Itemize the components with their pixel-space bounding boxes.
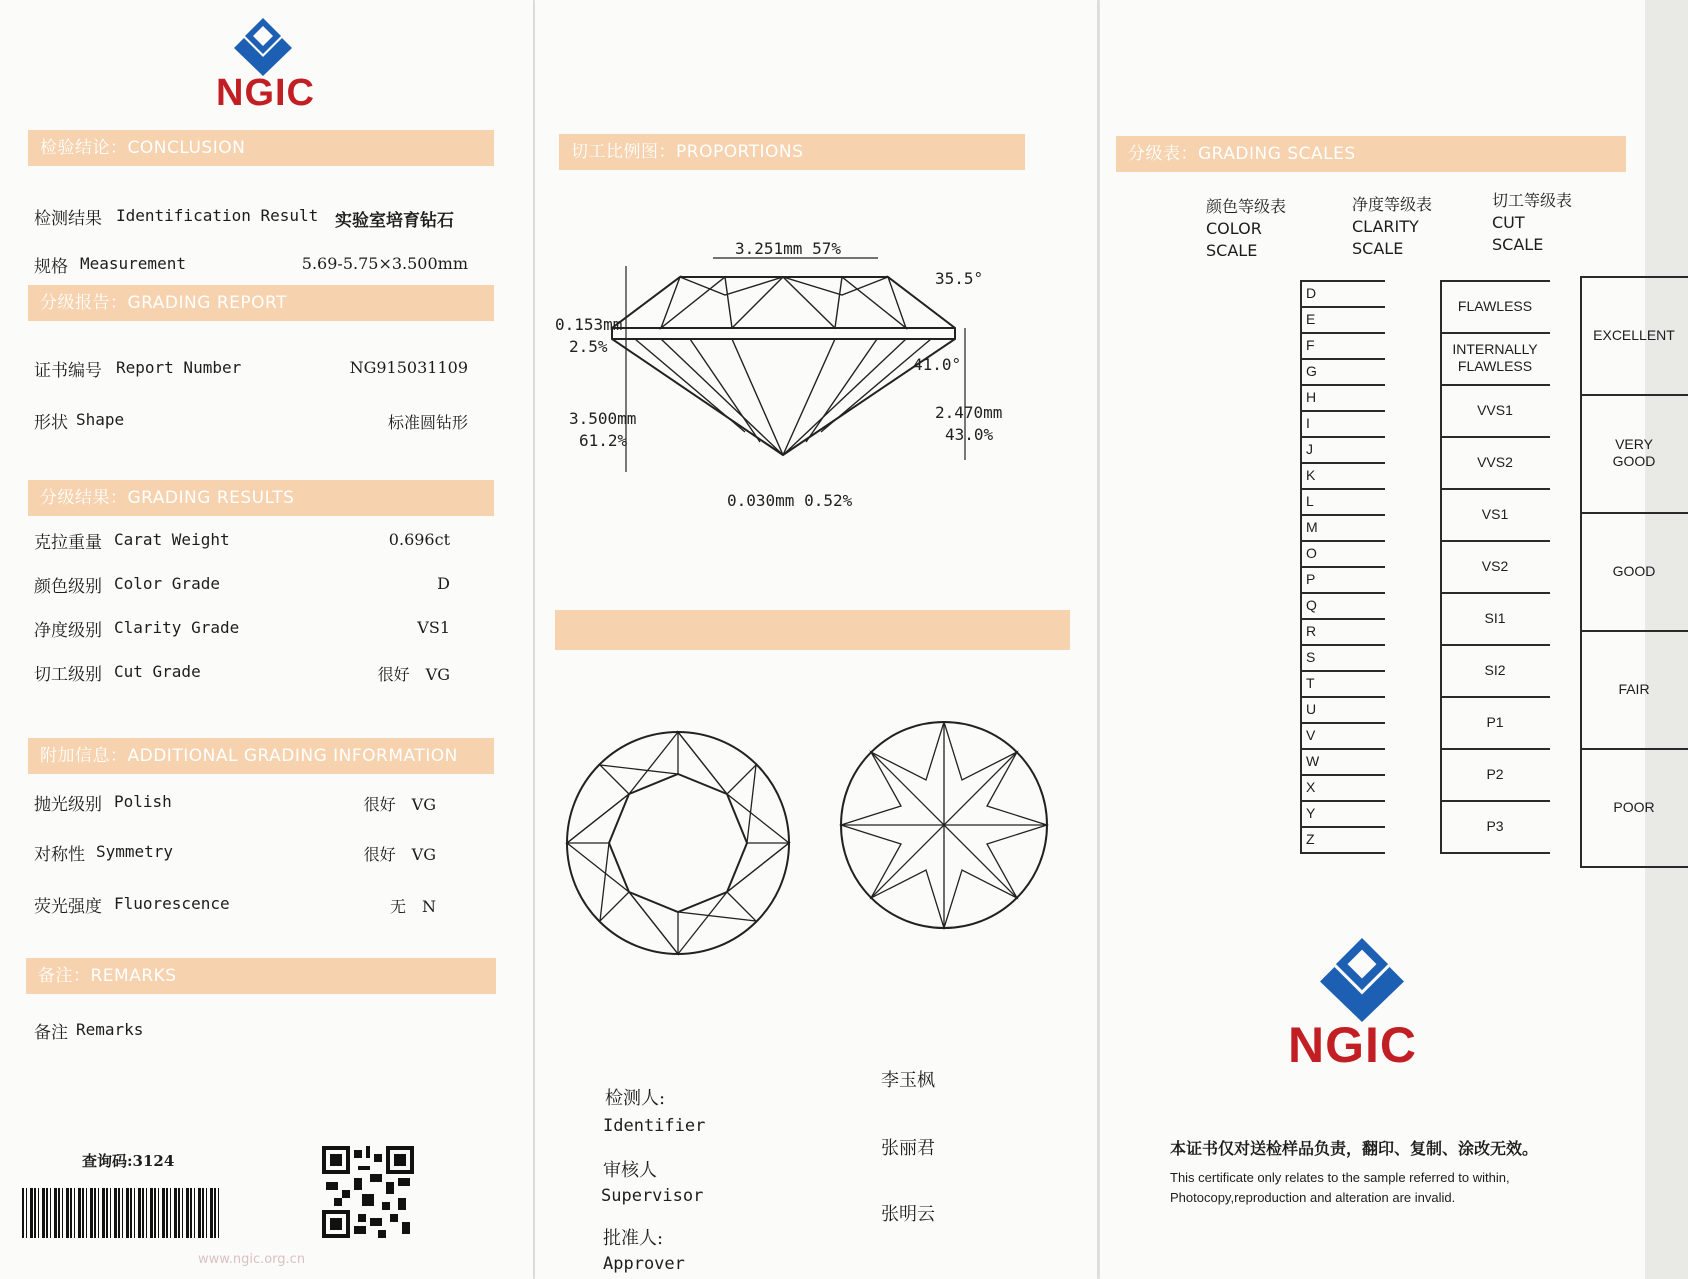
plot-band [555, 610, 1070, 650]
scale-rule [1580, 866, 1688, 868]
pavilion-view-diagram [837, 718, 1051, 932]
color-grade-e: E [1306, 311, 1316, 327]
row-value: D [437, 574, 450, 593]
fluorescence-row [34, 892, 494, 920]
row-label-en: Shape [76, 410, 125, 429]
additional-info-header: 附加信息：ADDITIONAL GRADING INFORMATION [28, 738, 494, 774]
girdle-pct: 2.5% [569, 337, 608, 356]
table-measure: 3.251mm 57% [735, 239, 841, 258]
color-scale-title-en2: SCALE [1206, 241, 1258, 260]
row-label-cn: 证书编号 [34, 361, 102, 381]
color-grade-r: R [1306, 623, 1317, 639]
scale-rule [1300, 566, 1385, 568]
scale-grade-clarity-8: P1 [1486, 713, 1504, 730]
pavilion-angle: 41.0° [913, 355, 962, 374]
color-grade-k: K [1306, 467, 1316, 483]
ngic-logo-mark-large [1314, 938, 1410, 1022]
scale-rule [1300, 722, 1385, 724]
scale-rule [1300, 280, 1385, 282]
scale-grade-clarity-0: FLAWLESS [1457, 297, 1533, 314]
row-label-cn: 检测结果 [34, 209, 102, 229]
certificate-middle-panel [535, 0, 1097, 1279]
color-grade-g: G [1306, 363, 1317, 379]
crown-angle: 35.5° [935, 269, 984, 288]
clarity-scale-title-en2: SCALE [1352, 239, 1404, 258]
row-label-en: Report Number [116, 358, 242, 377]
pavilion-depth-pct: 43.0% [945, 425, 994, 444]
scale-grade-clarity-10: P3 [1486, 817, 1504, 834]
scale-grade-clarity-4: VS1 [1481, 505, 1509, 522]
color-grade-u: U [1306, 701, 1317, 717]
scale-rule [1300, 748, 1385, 750]
row-label-en: Identification Result [116, 206, 319, 225]
scale-grade-clarity-7: SI2 [1484, 661, 1506, 678]
total-depth-mm: 3.500mm [569, 409, 637, 428]
identifier-label-cn: 检测人: [605, 1088, 666, 1109]
row-label-cn: 备注 [34, 1023, 68, 1043]
color-scale-title-cn: 颜色等级表 [1206, 197, 1287, 216]
ngic-logo-text: NGIC [216, 72, 315, 114]
remarks-header: 备注：REMARKS [26, 958, 496, 994]
total-depth-pct: 61.2% [579, 431, 628, 450]
proportions-header: 切工比例图：PROPORTIONS [559, 134, 1025, 170]
scale-rule [1300, 306, 1385, 308]
color-grade-x: X [1306, 779, 1316, 795]
grading-results-header: 分级结果：GRADING RESULTS [28, 480, 494, 516]
report-number-row [34, 356, 494, 384]
row-value: NG915031109 [349, 358, 468, 377]
color-grade-v: V [1306, 727, 1316, 743]
row-value: 很好 VG [377, 665, 450, 684]
color-grade-row [34, 572, 494, 600]
color-grade-p: P [1306, 571, 1316, 587]
certificate-left-panel [0, 0, 533, 1279]
row-label-en: Symmetry [96, 842, 174, 861]
identifier-name: 李玉枫 [881, 1070, 935, 1091]
row-label-en: Remarks [76, 1020, 144, 1039]
row-label-cn: 克拉重量 [34, 533, 102, 553]
row-value: 实验室培育钻石 [335, 211, 454, 231]
crown-view-diagram [563, 728, 793, 958]
scale-rule [1300, 540, 1385, 542]
barcode [22, 1188, 220, 1238]
row-label-cn: 净度级别 [34, 621, 102, 641]
disclaimer-en-2: Photocopy,reproduction and alteration are invalid. [1170, 1190, 1456, 1205]
row-value: 很好 VG [363, 845, 436, 864]
approver-name: 张明云 [881, 1204, 935, 1225]
polish-row [34, 790, 494, 818]
scale-rule [1300, 618, 1385, 620]
ngic-logo-text-large: NGIC [1288, 1017, 1417, 1073]
cut-grade-row [34, 660, 494, 688]
remarks-row [34, 1018, 494, 1046]
scale-grade-clarity-1: INTERNALLY FLAWLESS [1452, 341, 1538, 374]
row-label-en: Clarity Grade [114, 618, 240, 637]
conclusion-header: 检验结论：CONCLUSION [28, 130, 494, 166]
row-value: 标准圆钻形 [387, 413, 468, 432]
scale-rule [1300, 826, 1385, 828]
symmetry-row [34, 840, 494, 868]
scale-grade-clarity-2: VVS1 [1477, 401, 1513, 418]
color-grade-w: W [1306, 753, 1320, 769]
row-label-cn: 切工级别 [34, 665, 102, 685]
supervisor-label-cn: 审核人 [603, 1160, 657, 1181]
row-value: 很好 VG [363, 795, 436, 814]
website: www.ngic.org.cn [198, 1252, 306, 1267]
row-label-cn: 荧光强度 [34, 897, 102, 917]
color-grade-i: I [1306, 415, 1310, 431]
color-grade-q: Q [1306, 597, 1317, 613]
scale-grade-cut-1: VERY GOOD [1612, 436, 1656, 469]
shape-row [34, 408, 494, 436]
scale-rule [1300, 774, 1385, 776]
scale-grade-clarity-9: P2 [1486, 765, 1504, 782]
scale-rule [1300, 696, 1385, 698]
color-grade-j: J [1306, 441, 1313, 457]
cut-scale-title-en2: SCALE [1492, 235, 1544, 254]
supervisor-name: 张丽君 [881, 1138, 935, 1159]
cut-scale-title-cn: 切工等级表 [1492, 191, 1573, 210]
scale-grade-clarity-5: VS2 [1481, 557, 1509, 574]
row-label-en: Polish [114, 792, 172, 811]
row-value: VS1 [417, 618, 450, 637]
row-value: 无 N [389, 897, 436, 916]
scale-rule [1300, 852, 1385, 854]
clarity-grade-row [34, 616, 494, 644]
culet-measure: 0.030mm 0.52% [727, 491, 853, 510]
row-label-cn: 抛光级别 [34, 795, 102, 815]
scale-rule [1300, 384, 1385, 386]
grading-scales-header: 分级表：GRADING SCALES [1116, 136, 1626, 172]
scale-rule [1300, 410, 1385, 412]
scale-grade-cut-2: GOOD [1612, 562, 1656, 579]
clarity-scale-title [1352, 194, 1432, 260]
row-label-en: Fluorescence [114, 894, 230, 913]
color-grade-m: M [1306, 519, 1318, 535]
row-label-cn: 颜色级别 [34, 577, 102, 597]
identification-result-row [34, 204, 494, 232]
color-grade-d: D [1306, 285, 1317, 301]
supervisor-label-en: Supervisor [601, 1186, 704, 1206]
disclaimer-cn: 本证书仅对送检样品负责，翻印、复制、涂改无效。 [1170, 1141, 1539, 1158]
girdle-mm: 0.153mm [555, 315, 623, 334]
color-grade-f: F [1306, 337, 1315, 353]
row-label-cn: 形状 [34, 413, 68, 433]
row-label-en: Cut Grade [114, 662, 201, 681]
color-scale-title [1206, 196, 1286, 262]
color-grade-l: L [1306, 493, 1314, 509]
scale-rule [1300, 436, 1385, 438]
row-label-en: Measurement [80, 254, 186, 273]
scale-rule [1300, 592, 1385, 594]
scale-rule [1300, 514, 1385, 516]
certificate-right-panel [1100, 0, 1675, 1279]
scale-rule [1300, 358, 1385, 360]
scale-grade-cut-4: POOR [1613, 798, 1655, 815]
row-label-en: Color Grade [114, 574, 220, 593]
row-value: 5.69-5.75×3.500mm [301, 254, 468, 273]
approver-label-cn: 批准人: [603, 1228, 664, 1249]
pavilion-depth-mm: 2.470mm [935, 403, 1003, 422]
scale-rule [1300, 644, 1385, 646]
color-scale-title-en1: COLOR [1206, 219, 1262, 238]
carat-weight-row [34, 528, 494, 556]
scale-rule [1300, 462, 1385, 464]
cut-scale-title [1492, 190, 1572, 256]
scale-grade-clarity-3: VVS2 [1477, 453, 1513, 470]
identifier-label-en: Identifier [603, 1116, 706, 1136]
scale-rule [1300, 332, 1385, 334]
cut-scale-title-en1: CUT [1492, 213, 1525, 232]
disclaimer-en-1: This certificate only relates to the sample referred to within, [1170, 1170, 1510, 1185]
scale-grade-clarity-6: SI1 [1484, 609, 1506, 626]
scale-grade-cut-0: EXCELLENT [1593, 326, 1675, 343]
color-grade-o: O [1306, 545, 1317, 561]
color-grade-h: H [1306, 389, 1317, 405]
scale-grade-cut-3: FAIR [1618, 680, 1650, 697]
row-value: 0.696ct [388, 530, 450, 549]
color-grade-s: S [1306, 649, 1316, 665]
grading-report-header: 分级报告：GRADING REPORT [28, 285, 494, 321]
query-code: 查询码:3124 [82, 1152, 175, 1170]
color-grade-t: T [1306, 675, 1315, 691]
row-label-cn: 规格 [34, 257, 68, 277]
approver-label-en: Approver [603, 1254, 685, 1274]
color-grade-y: Y [1306, 805, 1316, 821]
scale-rule [1300, 800, 1385, 802]
scale-rule [1300, 670, 1385, 672]
scale-rule [1440, 852, 1550, 854]
row-label-cn: 对称性 [34, 845, 85, 865]
row-label-en: Carat Weight [114, 530, 230, 549]
color-grade-z: Z [1306, 831, 1315, 847]
qr-code [322, 1146, 414, 1238]
measurement-row [34, 252, 494, 280]
clarity-scale-title-en1: CLARITY [1352, 217, 1419, 236]
clarity-scale-title-cn: 净度等级表 [1352, 195, 1433, 214]
scale-rule [1300, 488, 1385, 490]
proportions-diagram [545, 240, 1085, 530]
ngic-logo-mark [230, 18, 296, 76]
